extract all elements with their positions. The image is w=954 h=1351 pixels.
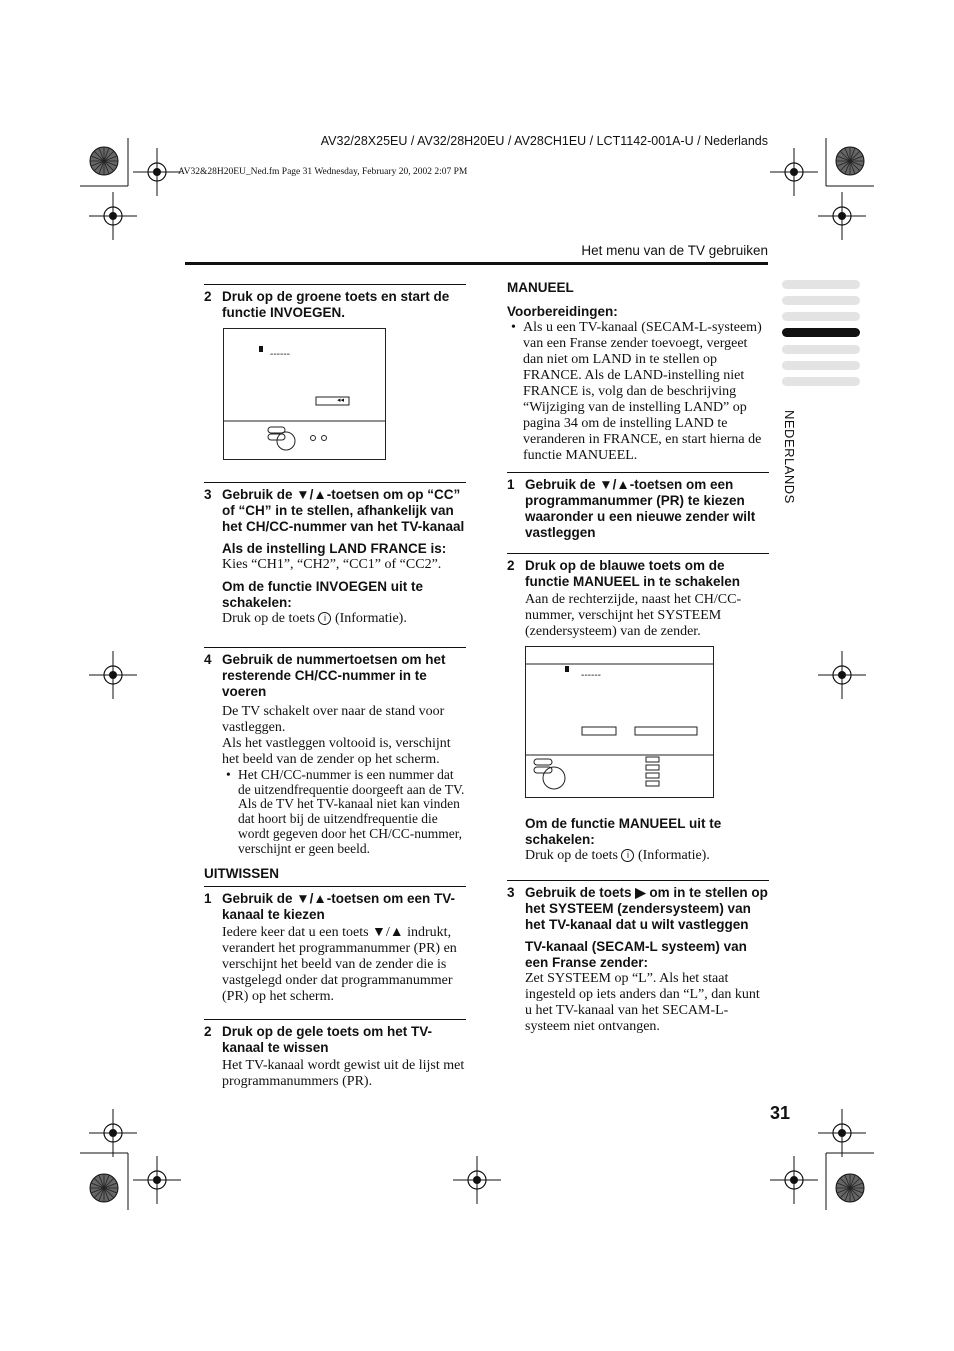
info-icon: i: [621, 849, 634, 862]
section-tab: [782, 312, 860, 321]
step-1-uitwissen: 1 Gebruik de ▼/▲-toetsen om een TV-kanaal te kiezen Iedere keer dat u een toets ▼/▲ indrukt, verandert het programmanummer (PR) en verschijnt het beeld van de zender die is vastgelegd onder dat programmanummer (PR) op het scherm.: [204, 886, 466, 1005]
running-title: Het menu van de TV gebruiken: [581, 243, 768, 258]
header-rule: [185, 262, 768, 265]
prep-heading: Voorbereidingen:: [507, 304, 618, 319]
tv-screen-invoegen: [223, 328, 386, 460]
prep-bullet: • Als u een TV-kanaal (SECAM-L-systeem) van een Franse zender toevoegt, vergeet dan niet om LAND in te stellen op FRANCE. Als de LAND-instelling niet FRANCE is, volg dan de beschrijving “Wijziging van de instelling LAND” op pagina 34 om de instelling LAND te veranderen in FRANCE, en start hierna de functie MANUEEL.: [507, 320, 769, 464]
step-3-cc-ch: 3 Gebruik de ▼/▲-toetsen om op “CC” of “CH” in te stellen, afhankelijk van het CH/CC-nummer van het TV-kanaal Als de instelling LAND FRANCE is: Kies “CH1”, “CH2”, “CC1” of “CC2”. Om de functie INVOEGEN uit te schakelen: Druk op de toets i (Informatie).: [204, 482, 466, 627]
step-1-manueel: 1 Gebruik de ▼/▲-toetsen om een programmanummer (PR) te kiezen waaronder u een nieuwe zender wilt vastleggen: [507, 472, 769, 541]
section-tab: [782, 280, 860, 289]
step-4-nummer: 4 Gebruik de nummertoetsen om het resterende CH/CC-nummer in te voeren De TV schakelt over naar de stand voor vastleggen. Als het vastleggen voltooid is, verschijnt het beeld van de zender op het scherm. • Het CH/CC-nummer is een nummer dat de uitzendfrequentie doorgeeft aan de TV. Als de TV het TV-kanaal niet kan vinden dat hoort bij de uitzendfrequentie die wordt gegeven door het CH/CC-nummer, verschijnt er geen beeld.: [204, 647, 466, 856]
step-2-manueel: 2 Druk op de blauwe toets om de functie MANUEEL in te schakelen Aan de rechterzijde, naast het CH/CC-nummer, verschijnt het SYSTEEM (zendersysteem) van de zender.: [507, 553, 769, 640]
section-uitwissen: UITWISSEN: [204, 866, 280, 882]
left-column: [204, 284, 466, 321]
tv-screen-manueel: [525, 646, 714, 798]
left-column-lower: [204, 482, 466, 1090]
model-header: AV32/28X25EU / AV32/28H20EU / AV28CH1EU / LCT1142-001A-U / Nederlands: [320, 134, 768, 148]
ch-dashes: ------: [581, 670, 601, 681]
step-2-invoegen: 2 Druk op de groene toets en start de functie INVOEGEN.: [204, 284, 466, 321]
page-number: 31: [770, 1103, 791, 1123]
screen-button: ◂◂: [337, 397, 345, 404]
right-column-lower: Om de functie MANUEEL uit te schakelen: Druk op de toets i (Informatie).: [525, 816, 722, 863]
screen-graphic: [526, 647, 713, 797]
screen-graphic: [224, 329, 385, 459]
language-label: NEDERLANDS: [782, 410, 797, 504]
info-icon: i: [318, 612, 331, 625]
bullet: • Het CH/CC-nummer is een nummer dat de uitzendfrequentie doorgeeft aan de TV. Als de TV het TV-kanaal niet kan vinden dat hoort bij de uitzendfrequentie die wordt gegeven door het CH/CC-nummer, verschijnt er geen beeld.: [222, 768, 466, 856]
right-column-step3: [507, 880, 769, 1035]
section-tab: [782, 377, 860, 386]
section-manueel: MANUEEL: [507, 280, 574, 295]
file-info: AV32&28H20EU_Ned.fm Page 31 Wednesday, February 20, 2002 2:07 PM: [178, 167, 468, 177]
step-3-manueel: 3 Gebruik de toets ▶ om in te stellen op het SYSTEEM (zendersysteem) van het TV-kanaal dat u wilt vastleggen TV-kanaal (SECAM-L systeem) van een Franse zender: Zet SYSTEEM op “L”. Als het staat ingesteld op iets anders dan “L”, dan kunt u het TV-kanaal van het SECAM-L-systeem niet ontvangen.: [507, 880, 769, 1035]
step-2-uitwissen: 2 Druk op de gele toets om het TV-kanaal te wissen Het TV-kanaal wordt gewist uit de lijst met programmanummers (PR).: [204, 1019, 466, 1090]
ch-dashes: ------: [270, 349, 290, 360]
section-tab: [782, 361, 860, 370]
section-tab: [782, 345, 860, 354]
right-column: [507, 280, 769, 640]
section-tab-active: [782, 328, 860, 337]
section-tab: [782, 296, 860, 305]
